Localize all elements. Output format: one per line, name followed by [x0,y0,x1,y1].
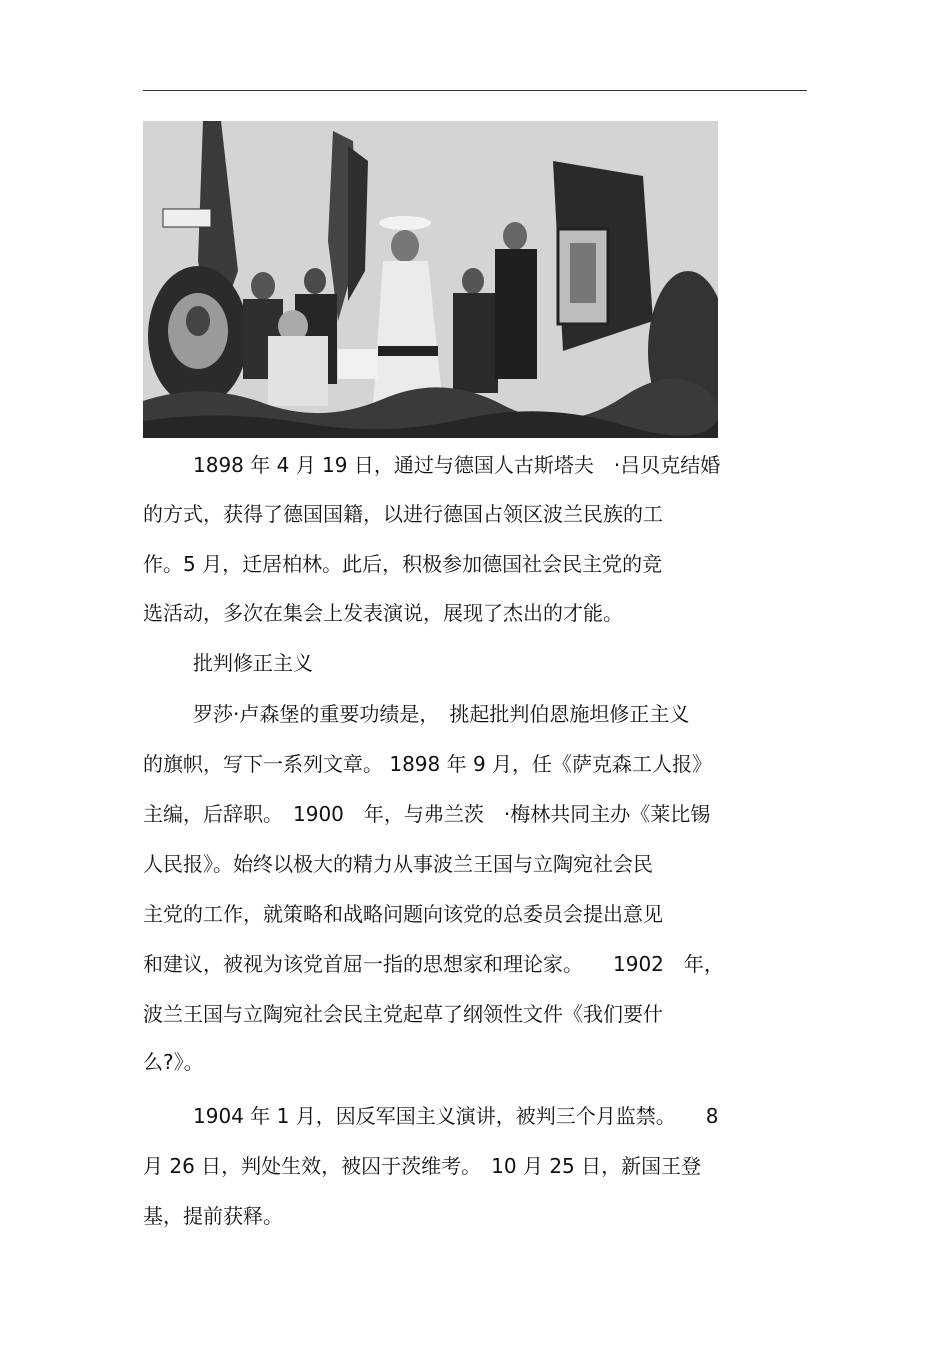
paragraph-line: 作。5 月，迁居柏林。此后，积极参加德国社会民主党的竞 [143,552,663,576]
paragraph-line: 波兰王国与立陶宛社会民主党起草了纲领性文件《我们要什 [143,1002,663,1026]
paragraph-line: 和建议，被视为该党首屈一指的思想家和理论家。 1902 年， [143,952,724,976]
paragraph-line: 人民报》。始终以极大的精力从事波兰王国与立陶宛社会民 [143,852,653,876]
body-text [143,453,813,1228]
paragraph-line: 1904 年 1 月，因反军国主义演讲，被判三个月监禁。 8 [193,1104,719,1128]
header-rule [143,90,807,91]
paragraph-line: 的旗帜，写下一系列文章。 1898 年 9 月，任《萨克森工人报》 [143,752,713,776]
paragraph-line: 主编，后辞职。 1900 年，与弗兰茨 ·梅林共同主办《莱比锡 [143,802,711,826]
paragraph-line: 1898 年 4 月 19 日，通过与德国人古斯塔夫 ·吕贝克结婚 [193,453,721,477]
paragraph-line: 基，提前获释。 [143,1204,283,1228]
paragraph-line: 月 26 日，判处生效，被囚于茨维考。 10 月 25 日，新国王登 [143,1154,702,1178]
paragraph-line: 主党的工作，就策略和战略问题向该党的总委员会提出意见 [143,902,663,926]
paragraph-line: 的方式，获得了德国国籍，以进行德国占领区波兰民族的工 [143,502,663,526]
paragraph-line: 么?》。 [143,1050,204,1074]
section-heading: 批判修正主义 [193,651,313,675]
paragraph-line: 选活动，多次在集会上发表演说，展现了杰出的才能。 [143,601,623,625]
paragraph-line: 罗莎·卢森堡的重要功绩是， 挑起批判伯恩施坦修正主义 [193,702,690,726]
historical-photo [143,121,718,438]
